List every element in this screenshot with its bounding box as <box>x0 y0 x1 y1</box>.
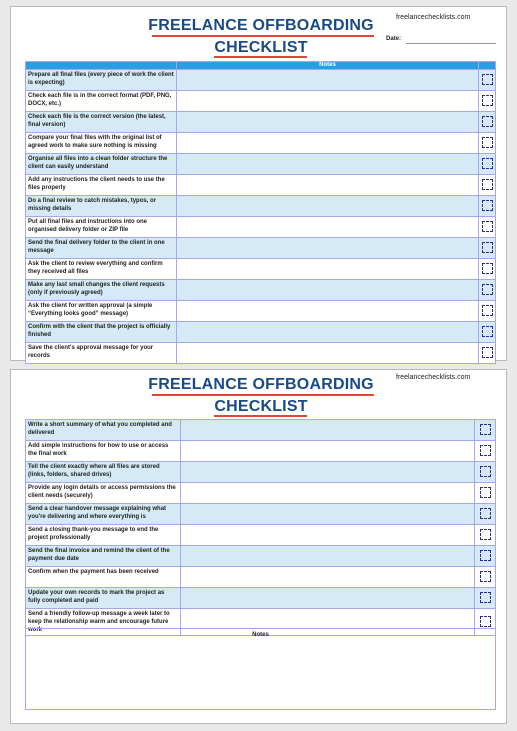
checkbox-cell <box>475 504 496 525</box>
checkbox[interactable] <box>480 529 491 540</box>
checkbox-cell <box>479 91 496 112</box>
checklist-rows <box>26 420 496 636</box>
checklist-row <box>26 196 496 217</box>
website-label: freelancechecklists.com <box>396 374 471 381</box>
checklist-page-2 <box>10 369 507 724</box>
checklist-row <box>26 588 496 609</box>
task-text: Confirm when the payment has been received <box>26 567 181 588</box>
checklist-row <box>26 112 496 133</box>
checklist-row <box>26 462 496 483</box>
notes-cell[interactable] <box>177 70 479 91</box>
checklist-row <box>26 546 496 567</box>
checkbox-cell <box>475 462 496 483</box>
task-text: Update your own records to mark the project as fully completed and paid <box>26 588 181 609</box>
task-text: Prepare all final files (every piece of work the client is expecting) <box>26 70 177 91</box>
notes-cell[interactable] <box>177 175 479 196</box>
checkbox[interactable] <box>482 179 493 190</box>
task-text: Send the final delivery folder to the client in one message <box>26 238 177 259</box>
checkbox[interactable] <box>480 445 491 456</box>
task-text: Confirm with the client that the project is officially finished <box>26 322 177 343</box>
title-underline-2 <box>214 56 307 58</box>
website-label: freelancechecklists.com <box>396 14 471 21</box>
task-text: Write a short summary of what you completed and delivered <box>26 420 181 441</box>
checkbox[interactable] <box>482 263 493 274</box>
checklist-row <box>26 567 496 588</box>
checkbox[interactable] <box>482 158 493 169</box>
checklist-table <box>25 61 496 364</box>
checklist-row <box>26 301 496 322</box>
checklist-rows <box>26 70 496 364</box>
checkbox[interactable] <box>480 487 491 498</box>
task-text: Send the final invoice and remind the client of the payment due date <box>26 546 181 567</box>
checklist-table <box>25 419 496 636</box>
title-line-2: CHECKLIST <box>214 39 308 56</box>
checkbox-cell <box>479 70 496 91</box>
checklist-row <box>26 322 496 343</box>
task-text: Make any last small changes the client requests (only if previously agreed) <box>26 280 177 301</box>
title-line-2: CHECKLIST <box>214 398 308 415</box>
checkbox-cell <box>479 196 496 217</box>
checklist-row <box>26 420 496 441</box>
notes-cell[interactable] <box>177 343 479 364</box>
checkbox[interactable] <box>480 550 491 561</box>
checkbox[interactable] <box>480 592 491 603</box>
notes-cell[interactable] <box>181 567 475 588</box>
checklist-row <box>26 280 496 301</box>
page-title <box>81 374 441 418</box>
notes-cell[interactable] <box>177 154 479 175</box>
checkbox[interactable] <box>482 137 493 148</box>
checkbox-cell <box>479 322 496 343</box>
notes-title: Notes <box>252 632 269 638</box>
checkbox[interactable] <box>482 242 493 253</box>
title-underline <box>152 35 374 37</box>
checkbox[interactable] <box>482 200 493 211</box>
checkbox[interactable] <box>482 116 493 127</box>
checkbox[interactable] <box>480 616 491 627</box>
task-text: Save the client's approval message for your records <box>26 343 177 364</box>
notes-cell[interactable] <box>177 217 479 238</box>
checklist-row <box>26 217 496 238</box>
checkbox[interactable] <box>482 347 493 358</box>
checkbox-cell <box>475 420 496 441</box>
checkbox-cell <box>479 133 496 154</box>
title-line-1: FREELANCE OFFBOARDING <box>148 17 374 34</box>
notes-cell[interactable] <box>177 238 479 259</box>
task-text: Check each file is in the correct format (PDF, PNG, DOCX, etc.) <box>26 91 177 112</box>
notes-cell[interactable] <box>177 91 479 112</box>
checkbox-cell <box>479 259 496 280</box>
checkbox[interactable] <box>482 305 493 316</box>
notes-cell[interactable] <box>177 322 479 343</box>
checkbox-cell <box>479 217 496 238</box>
notes-cell[interactable] <box>181 441 475 462</box>
notes-cell[interactable] <box>181 462 475 483</box>
title-underline <box>152 394 374 396</box>
notes-cell[interactable] <box>177 280 479 301</box>
checkbox[interactable] <box>482 221 493 232</box>
check-column-header <box>479 62 496 70</box>
notes-cell[interactable] <box>181 525 475 546</box>
checkbox-cell <box>479 154 496 175</box>
checkbox-cell <box>475 546 496 567</box>
checkbox-cell <box>479 238 496 259</box>
date-label: Date: <box>386 36 402 42</box>
notes-column-header: Notes <box>177 62 479 70</box>
checklist-row <box>26 343 496 364</box>
notes-cell[interactable] <box>181 546 475 567</box>
notes-cell[interactable] <box>181 420 475 441</box>
checkbox-cell <box>479 112 496 133</box>
notes-cell[interactable] <box>177 301 479 322</box>
task-text: Compare your final files with the original list of agreed work to make sure nothing is missing <box>26 133 177 154</box>
task-text: Add any instructions the client needs to use the files properly <box>26 175 177 196</box>
notes-cell[interactable] <box>181 504 475 525</box>
task-text: Send a clear handover message explaining what you're delivering and where everything is <box>26 504 181 525</box>
notes-cell[interactable] <box>177 196 479 217</box>
checklist-row <box>26 175 496 196</box>
task-text: Send a friendly follow-up message a week later to keep the relationship warm and encourage future work <box>26 609 181 636</box>
table-header-row <box>26 62 496 70</box>
checkbox-cell <box>475 525 496 546</box>
task-text: Check each file is the correct version (the latest, final version) <box>26 112 177 133</box>
checklist-row <box>26 133 496 154</box>
checkbox[interactable] <box>482 95 493 106</box>
notes-cell[interactable] <box>177 112 479 133</box>
checkbox[interactable] <box>480 466 491 477</box>
checkbox[interactable] <box>482 74 493 85</box>
checklist-row <box>26 238 496 259</box>
checkbox-cell <box>479 343 496 364</box>
checklist-row <box>26 441 496 462</box>
task-column-header <box>26 62 177 70</box>
task-text: Add simple instructions for how to use or access the final work <box>26 441 181 462</box>
date-field[interactable] <box>406 43 496 44</box>
checkbox-cell <box>479 175 496 196</box>
notes-cell[interactable] <box>177 259 479 280</box>
task-text: Organise all files into a clean folder structure the client can easily understand <box>26 154 177 175</box>
checklist-row <box>26 154 496 175</box>
checkbox-cell <box>475 567 496 588</box>
checkbox[interactable] <box>480 508 491 519</box>
notes-cell[interactable] <box>177 133 479 154</box>
checkbox[interactable] <box>482 326 493 337</box>
task-text: Ask the client for written approval (a simple “Everything looks good” message) <box>26 301 177 322</box>
notes-area[interactable] <box>25 628 496 710</box>
task-text: Send a closing thank-you message to end the project professionally <box>26 525 181 546</box>
notes-cell[interactable] <box>181 483 475 504</box>
title-line-1: FREELANCE OFFBOARDING <box>148 376 374 393</box>
checkbox[interactable] <box>480 571 491 582</box>
checkbox-cell <box>479 280 496 301</box>
checkbox-cell <box>475 441 496 462</box>
checklist-row <box>26 259 496 280</box>
checkbox-cell <box>479 301 496 322</box>
task-text: Tell the client exactly where all files are stored (links, folders, shared drives) <box>26 462 181 483</box>
checklist-page-1 <box>10 6 507 361</box>
checklist-row <box>26 525 496 546</box>
task-text: Provide any login details or access permissions the client needs (securely) <box>26 483 181 504</box>
title-underline-2 <box>214 415 307 417</box>
task-text: Do a final review to catch mistakes, typos, or missing details <box>26 196 177 217</box>
checkbox-cell <box>475 483 496 504</box>
checklist-row <box>26 504 496 525</box>
checklist-row <box>26 70 496 91</box>
checklist-row <box>26 483 496 504</box>
task-text: Put all final files and instructions into one organised delivery folder or ZIP file <box>26 217 177 238</box>
notes-cell[interactable] <box>181 588 475 609</box>
checklist-row <box>26 91 496 112</box>
checkbox[interactable] <box>480 424 491 435</box>
checkbox[interactable] <box>482 284 493 295</box>
task-text: Ask the client to review everything and confirm they received all files <box>26 259 177 280</box>
checkbox-cell <box>475 588 496 609</box>
